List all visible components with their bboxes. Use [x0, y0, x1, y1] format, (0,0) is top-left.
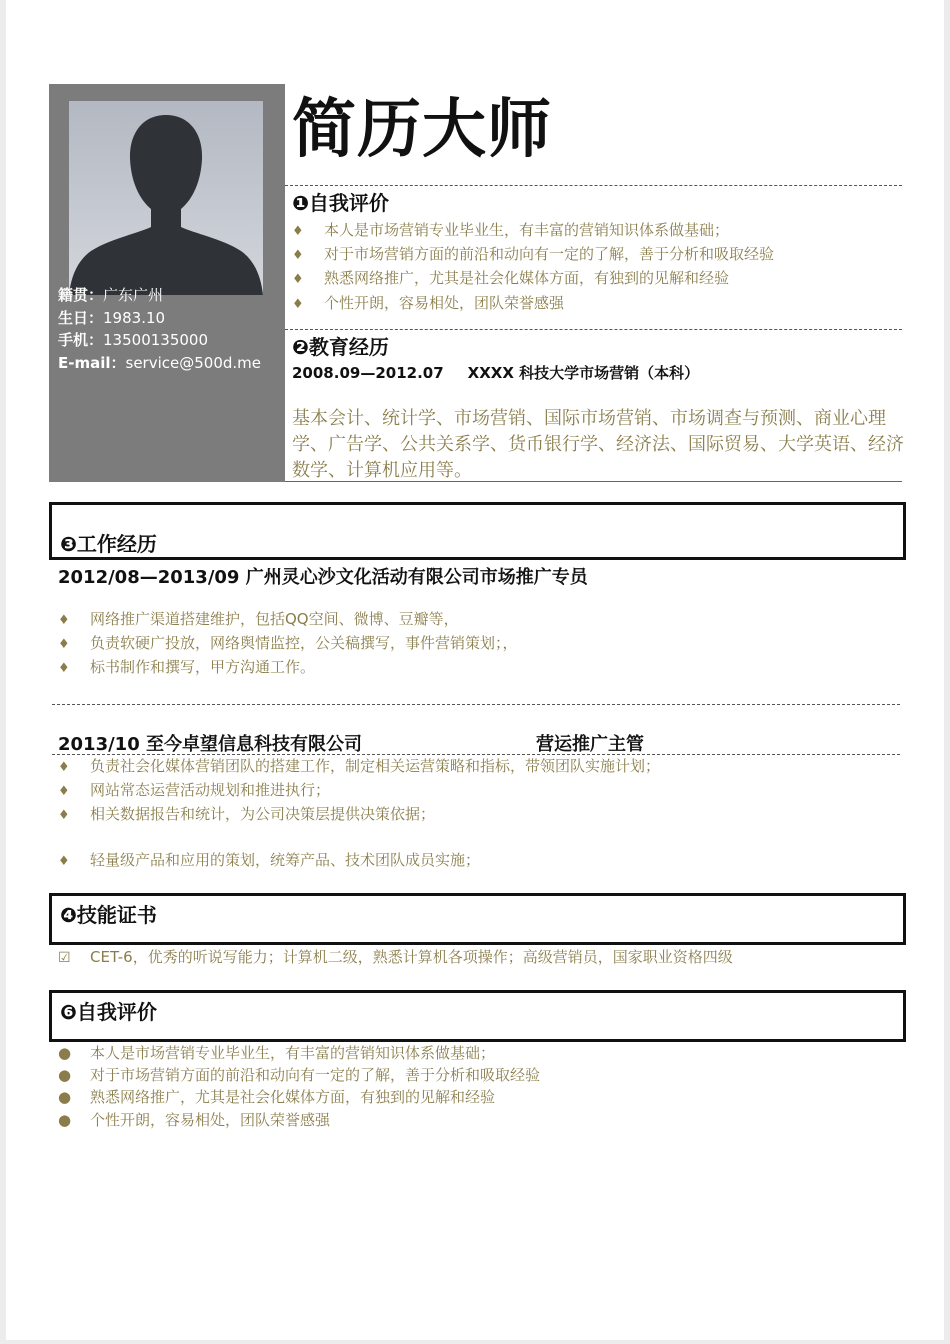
job-title-1: 2012/08—2013/09 广州灵心沙文化活动有限公司市场推广专员: [58, 567, 588, 588]
list-item: [58, 1042, 540, 1064]
list-item: [58, 632, 518, 656]
dot-bullet-icon: ●: [58, 1066, 72, 1085]
divider: [52, 704, 900, 705]
dot-bullet-icon: ●: [58, 1044, 72, 1062]
dot-bullet-icon: ●: [58, 1088, 72, 1107]
section-heading-skills: ❹技能证书: [60, 903, 157, 927]
diamond-bullet-icon: ♦: [292, 296, 304, 312]
section-heading-self-eval-2: ❻自我评价: [60, 1000, 157, 1024]
list-item: [58, 1086, 540, 1108]
info-email: [58, 352, 261, 375]
list-item-text: 网站常态运营活动规划和推进执行；: [90, 781, 331, 800]
job2-duties: [58, 755, 660, 828]
diamond-bullet-icon: ♦: [292, 272, 304, 288]
list-item-text: 熟悉网络推广，尤其是社会化媒体方面，有独到的见解和经验: [324, 269, 730, 288]
skills-line: [58, 946, 733, 967]
divider: [285, 329, 902, 330]
list-item: [292, 267, 774, 291]
info-key: 籍贯：: [58, 286, 104, 304]
info-birthday: [58, 307, 261, 330]
page-title: 简历大师: [292, 93, 552, 167]
info-key: 生日：: [58, 308, 104, 327]
divider: [285, 185, 902, 186]
section-box-work: [49, 502, 906, 560]
diamond-bullet-icon: ♦: [58, 784, 70, 800]
list-item: [58, 1109, 540, 1131]
info-value: 1983.10: [103, 308, 166, 327]
skills-text: CET-6，优秀的听说写能力；计算机二级，熟悉计算机各项操作；高级营销员，国家职业资格四级: [90, 948, 733, 966]
section-box-skills: [49, 893, 906, 945]
section-box-self-eval-2: [49, 990, 906, 1042]
list-item: [58, 779, 660, 803]
diamond-bullet-icon: ♦: [58, 637, 70, 653]
list-item: [292, 292, 774, 316]
education-period: 2008.09—2012.07: [292, 364, 444, 382]
diamond-bullet-icon: ♦: [292, 248, 304, 264]
checkbox-icon: ☑: [58, 950, 71, 966]
list-item-text: 对于市场营销方面的前沿和动向有一定的了解，善于分析和吸取经验: [324, 245, 775, 264]
info-key: E-mail：: [58, 353, 126, 372]
education-entry: [292, 362, 699, 383]
list-item: [58, 608, 518, 632]
list-item-text: 熟悉网络推广，尤其是社会化媒体方面，有独到的见解和经验: [90, 1088, 496, 1107]
dot-bullet-icon: ●: [58, 1110, 72, 1129]
list-item: [292, 219, 774, 243]
list-item-text: 负责社会化媒体营销团队的搭建工作，制定相关运营策略和指标，带领团队实施计划；: [90, 757, 661, 775]
section-heading-education: ❷教育经历: [292, 335, 389, 359]
diamond-bullet-icon: ♦: [292, 224, 304, 239]
info-phone: [58, 329, 261, 352]
diamond-bullet-icon: ♦: [58, 613, 70, 628]
list-item-text: 相关数据报告和统计，为公司决策层提供决策依据；: [90, 805, 436, 824]
list-item: [58, 656, 518, 680]
list-item-text: 本人是市场营销专业毕业生，有丰富的营销知识体系做基础；: [90, 1044, 496, 1062]
sidebar: [49, 84, 285, 482]
list-item-text: 轻量级产品和应用的策划，统筹产品、技术团队成员实施；: [90, 851, 481, 869]
resume-page: [6, 0, 944, 1340]
job-role-2: 营运推广主管: [536, 734, 644, 755]
list-item-text: 个性开朗，容易相处，团队荣誉感强: [90, 1110, 331, 1129]
info-value[interactable]: service@500d.me: [125, 353, 262, 372]
list-item-text: 网络推广渠道搭建维护，包括QQ空间、微博、豆瓣等，: [90, 610, 459, 628]
divider: [285, 481, 902, 482]
list-item-text: 对于市场营销方面的前沿和动向有一定的了解，善于分析和吸取经验: [90, 1066, 541, 1085]
personal-info: [58, 284, 261, 374]
info-key: 手机：: [58, 331, 104, 349]
diamond-bullet-icon: ♦: [58, 808, 70, 824]
list-item-text: 本人是市场营销专业毕业生，有丰富的营销知识体系做基础；: [324, 221, 730, 239]
job2-extra: [58, 849, 480, 873]
list-item-text: 负责软硬广投放，网络舆情监控，公关稿撰写，事件营销策划；，: [90, 634, 518, 653]
education-school: XXXX 科技大学市场营销（本科）: [467, 364, 700, 382]
self-eval-2-list: [58, 1042, 540, 1131]
list-item: [58, 849, 480, 873]
info-hometown: [58, 284, 261, 307]
diamond-bullet-icon: ♦: [58, 661, 70, 677]
diamond-bullet-icon: ♦: [58, 854, 70, 869]
job-title-2: 2013/10 至今卓望信息科技有限公司: [58, 734, 362, 755]
job1-duties: [58, 608, 518, 681]
section-heading-self-eval: ❶自我评价: [292, 191, 389, 215]
person-silhouette-icon: [69, 101, 263, 295]
diamond-bullet-icon: ♦: [58, 760, 70, 775]
list-item-text: 个性开朗，容易相处，团队荣誉感强: [324, 293, 565, 312]
section-heading-work: ❸工作经历: [60, 532, 157, 556]
list-item: [58, 803, 660, 827]
list-item: [58, 1064, 540, 1086]
list-item: [58, 755, 660, 779]
self-eval-list: [292, 219, 774, 316]
info-value: 广东广州: [103, 286, 164, 304]
education-courses: 基本会计、统计学、市场营销、国际市场营销、市场调查与预测、商业心理学、广告学、公共关系学、货币银行学、经济法、国际贸易、大学英语、经济数学、计算机应用等。: [292, 408, 904, 481]
list-item: [292, 243, 774, 267]
list-item-text: 标书制作和撰写，甲方沟通工作。: [90, 658, 316, 677]
info-value: 13500135000: [103, 331, 208, 349]
avatar: [69, 101, 263, 295]
